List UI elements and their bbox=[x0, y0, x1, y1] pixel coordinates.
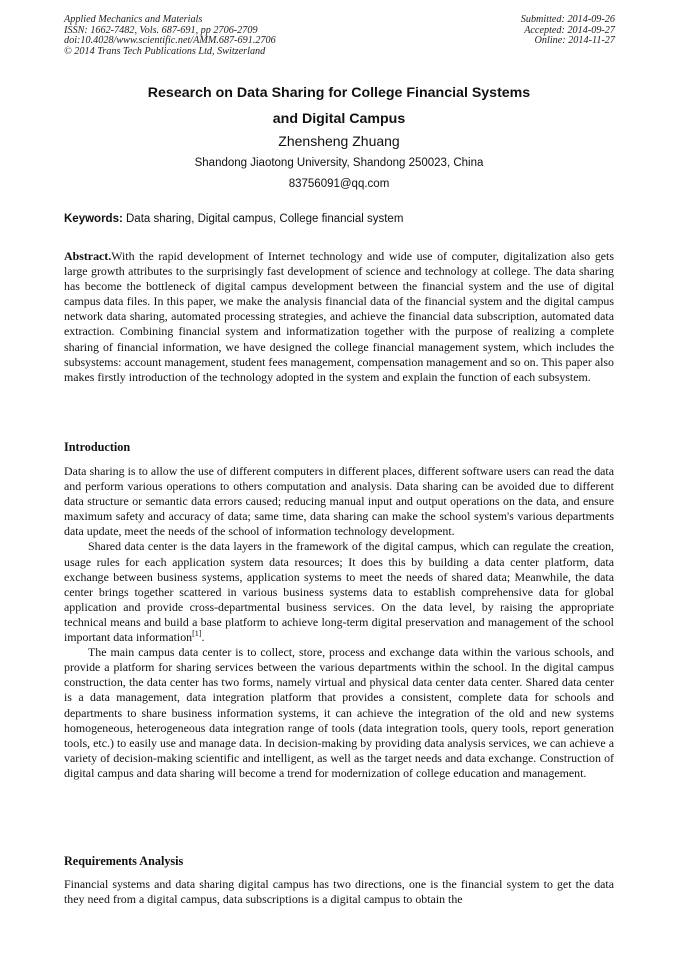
title-line-1: Research on Data Sharing for College Financial Systems bbox=[147, 85, 531, 101]
publication-dates bbox=[521, 15, 615, 47]
requirements-body bbox=[64, 877, 614, 907]
section-heading-introduction: Introduction bbox=[64, 440, 131, 454]
intro-paragraph-1: Data sharing is to allow the use of different computers in different places, different software users can read the data and perform various operations to others computation and analysis. Data sharing can be avoided due to different data structure or semantic data errors caused; reducing manual input and output operations on the data, and ensure maximum safety and accuracy of data; same time, data sharing can make the school system's various departments data update, meet the needs of the school of information technology development. bbox=[64, 464, 614, 539]
paper-title bbox=[40, 80, 638, 132]
intro-paragraph-2-end: . bbox=[201, 630, 205, 645]
abstract-text: With the rapid development of Internet technology and wide use of computer, digitalization also gets large growth attributes to the surprisingly fast development of science and technology at college. The data sharing has become the bottleneck of digital campus development between the financial system and the use of digital campus data files. In this paper, we make the analysis financial data of the financial system and the digital campus network data sharing, automated processing strategies, and achieve the financial data subscription, automated data extraction. Combining financial system and informatization together with the purpose of realizing a complete sharing of financial information, we have designed the college financial management system, which includes the subsystems: account management, student fees management, compensation management and so on. This paper also makes firstly introduction of the technology adopted in the system and explain the function of each subsystem. bbox=[64, 249, 614, 384]
journal-name: Applied Mechanics and Materials bbox=[64, 14, 203, 25]
title-line-2: and Digital Campus bbox=[272, 111, 406, 127]
issn-line: ISSN: 1662-7482, Vols. 687-691, pp 2706-2709 bbox=[64, 24, 258, 36]
section-heading-requirements: Requirements Analysis bbox=[64, 854, 184, 868]
journal-info bbox=[64, 15, 276, 57]
intro-paragraph-3: The main campus data center is to collect, store, process and exchange data within the various schools, and provide a platform for sharing services between the various departments within the school. In the digital campus construction, the data center has two forms, namely virtual and physical data center data center. Shared data center is a data management, data integration platform that provides a consistent, complete data for schools and departments to share business information systems, it can achieve the integration of the old and new systems homogeneous, heterogeneous data integration range of tools (data integration tools, query tools, report generation tools, etc.) to easily use and manage data. In decision-making by providing data analysis services, we can achieve a variety of decision-making scientific and intelligent, as well as the target needs and data exchange. Construction of digital campus and data sharing will become a trend for modernization of college education and management. bbox=[64, 645, 614, 780]
keywords-text: Data sharing, Digital campus, College financial system bbox=[126, 213, 404, 225]
abstract-label: Abstract. bbox=[64, 249, 112, 263]
introduction-body bbox=[64, 464, 614, 781]
intro-paragraph-2 bbox=[64, 539, 614, 645]
intro-paragraph-2-text: Shared data center is the data layers in the framework of the digital campus, which can regulate the creation, usage rules for each application system data resources; It does this by building a data center platform, data exchange between business systems, application systems to meet the needs of shared data; Meanwhile, the data center brings together scattered in various business systems data to establish comprehensive data for global application and provide cross-departmental business services. On the data level, by raising the appropriate technical means and build a base platform to achieve long-term digital preservation and management of the school important data information bbox=[64, 539, 614, 645]
author-name: Zhensheng Zhuang bbox=[278, 133, 400, 149]
author-email: 83756091@qq.com bbox=[288, 178, 390, 190]
requirements-paragraph-1: Financial systems and data sharing digital campus has two directions, one is the financial system to get the data they need from a digital campus, data subscriptions is a digital campus to obtain the bbox=[64, 877, 614, 907]
keywords-label: Keywords: bbox=[64, 213, 123, 225]
accepted-date: Accepted: 2014-09-27 bbox=[524, 24, 615, 36]
abstract bbox=[64, 249, 614, 385]
author-affiliation: Shandong Jiaotong University, Shandong 250023, China bbox=[194, 157, 484, 169]
online-date: Online: 2014-11-27 bbox=[534, 35, 615, 46]
submitted-date: Submitted: 2014-09-26 bbox=[520, 14, 615, 25]
doi-line: doi:10.4028/www.scientific.net/AMM.687-691.2706 bbox=[64, 35, 276, 46]
copyright-line: © 2014 Trans Tech Publications Ltd, Switzerland bbox=[64, 45, 266, 57]
keywords bbox=[64, 213, 624, 225]
citation-ref: [1] bbox=[192, 629, 202, 639]
